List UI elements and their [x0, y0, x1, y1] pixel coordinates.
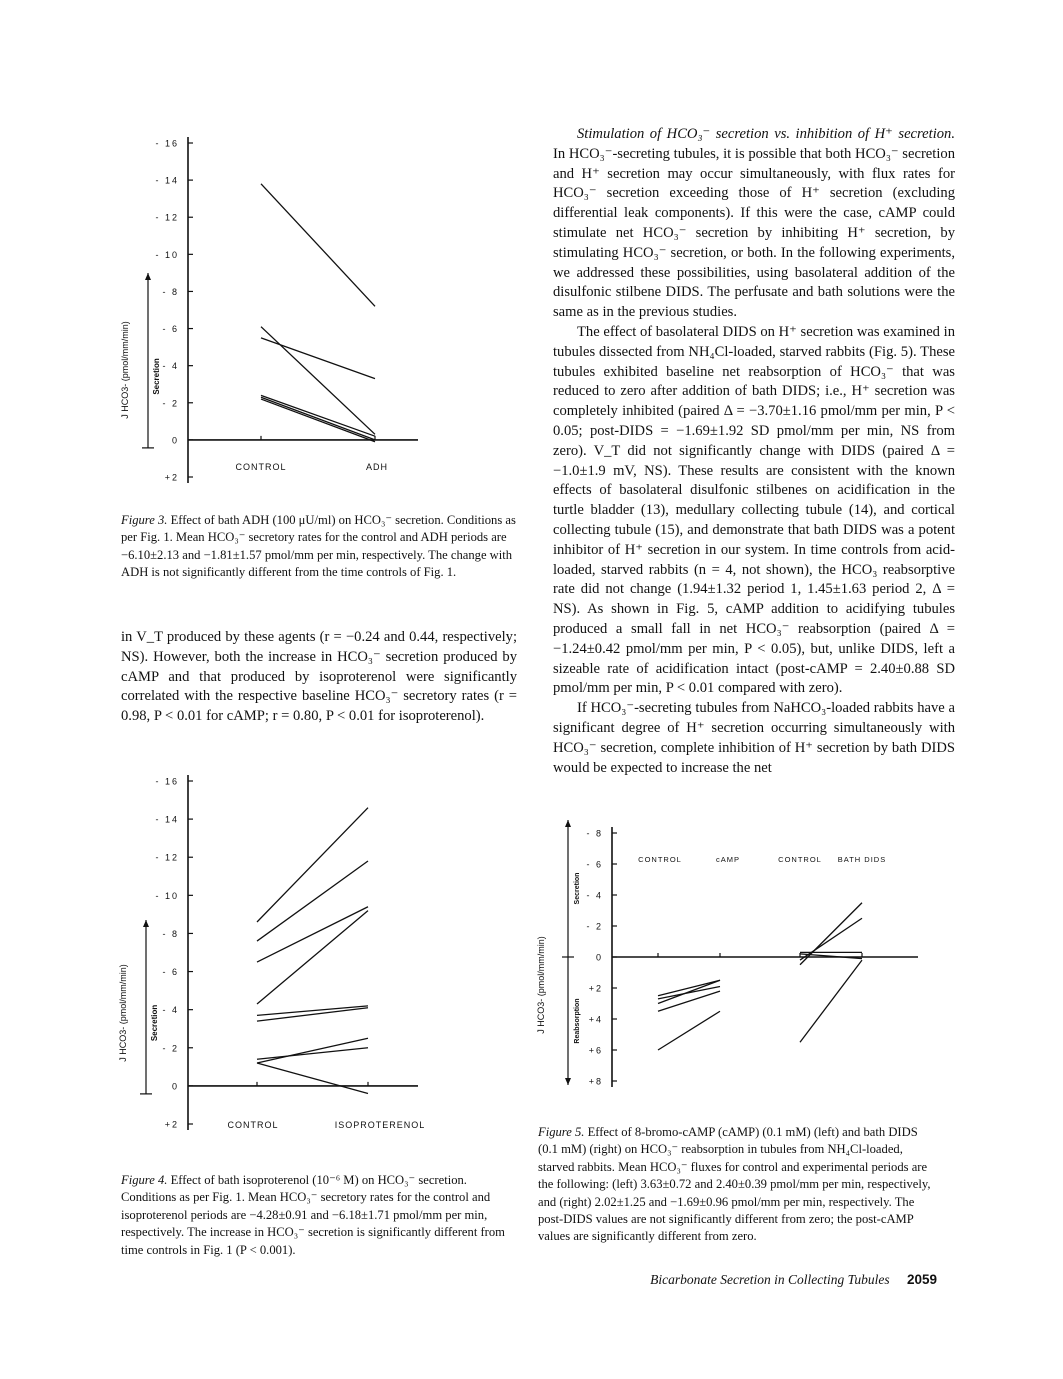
series-line — [257, 911, 368, 1004]
y-tick-label: +2 — [164, 1119, 179, 1130]
x-category-label: BATH DIDS — [837, 855, 887, 864]
y-tick-label: - 2 — [162, 398, 179, 409]
series-line — [257, 808, 368, 922]
y-tick-label: +8 — [588, 1076, 603, 1087]
figure-3-plot — [100, 125, 420, 505]
series-line — [800, 960, 862, 1042]
y-tick-label: - 10 — [155, 249, 179, 260]
figure-3-caption-lead: Figure 3. — [121, 513, 168, 527]
series-line — [257, 907, 368, 962]
figure-4-caption-lead: Figure 4. — [121, 1173, 168, 1187]
secretion-arrow-head — [145, 273, 151, 280]
y-axis-title: J HCO3- (pmol/mm/min) — [536, 936, 546, 1034]
figure-3-caption — [121, 512, 516, 582]
series-line — [658, 991, 720, 1011]
y-axis-title: J HCO3- (pmol/mm/min) — [118, 964, 128, 1062]
figure-3-chart — [100, 125, 420, 505]
figure-3-caption-text: Effect of bath ADH (100 μU/ml) on HCO₃⁻ secretion. Conditions as per Fig. 1. Mean HCO₃⁻ secretory rates for the control and ADH periods are −6.10±2.13 and −1.81±1.57 pmol/mm per min, respectively. The change with ADH is not significantly different from the time controls of Fig. 1. — [121, 513, 516, 580]
y-tick-label: - 14 — [155, 175, 179, 186]
left-column-paragraph — [121, 628, 517, 727]
figure-5-caption — [538, 1124, 938, 1246]
x-category-label: cAMP — [715, 855, 741, 864]
x-category-label: CONTROL — [778, 855, 822, 864]
y-tick-label: - 2 — [162, 1043, 179, 1054]
y-axis-title-group — [120, 321, 130, 419]
y-tick-label: +2 — [164, 472, 179, 483]
direction-label-group — [152, 358, 161, 395]
y-tick-label: - 16 — [155, 776, 179, 787]
y-tick-label: - 2 — [586, 921, 603, 932]
right-column-text — [553, 125, 955, 778]
x-category-label: CONTROL — [227, 1120, 279, 1130]
right-paragraph-1: In HCO₃⁻-secreting tubules, it is possible that both HCO₃⁻ secretion and H⁺ secretion may occur simultaneously, with flux rates for HCO₃⁻ secretion exceeding those of H⁺ secretion (excluding differential leak components). If this were the case, cAMP could stimulate net HCO₃⁻ secretion by inhibiting H⁺ secretion, by stimulating HCO₃⁻ secretion, or both. In the following experiments, we addressed these possibilities, using basolateral addition of the disulfonic stilbene DIDS. The perfusate and bath solutions were the same as in the previous studies. — [553, 145, 955, 321]
y-tick-label: 0 — [595, 952, 603, 963]
y-tick-label: - 6 — [162, 324, 179, 335]
secretion-arrow-head — [565, 820, 571, 827]
y-tick-label: +6 — [588, 1045, 603, 1056]
running-title: Bicarbonate Secretion in Collecting Tubules — [650, 1272, 890, 1287]
y-tick-label: 0 — [171, 435, 179, 446]
reabsorption-arrow-head — [565, 1078, 571, 1085]
right-paragraph-3: If HCO₃⁻-secreting tubules from NaHCO₃-loaded rabbits have a significant degree of H⁺ secretion occurring simultaneously with HCO₃⁻ secretion, complete inhibition of H⁺ secretion by bath DIDS would be expected to increase the net — [553, 700, 955, 776]
figure-5-caption-text: Effect of 8-bromo-cAMP (cAMP) (0.1 mM) (left) and bath DIDS (0.1 mM) (right) on HCO₃⁻ reabsorption in tubules from NH₄Cl-loaded, starved rabbits. Mean HCO₃⁻ fluxes for control and experimental periods are the following: (left) 3.63±0.72 and 2.40±0.39 pmol/mm per min, respectively, and (right) 2.02±1.25 and −1.69±0.96 pmol/mm per min, respectively. The post-DIDS values are not significantly different from zero; the post-cAMP values are significantly different from zero. — [538, 1125, 931, 1244]
y-tick-label: - 4 — [162, 1005, 179, 1016]
series-line — [658, 980, 720, 1003]
x-category-label: ADH — [365, 462, 389, 472]
direction-label: Reabsorption — [574, 998, 581, 1044]
series-line — [261, 184, 375, 306]
series-line — [261, 338, 375, 379]
y-axis-title: J HCO3- (pmol/mm/min) — [120, 321, 130, 419]
series-line — [658, 1011, 720, 1050]
series-line — [257, 861, 368, 941]
y-tick-label: - 4 — [586, 890, 603, 901]
y-tick-label: - 14 — [155, 814, 179, 825]
series-line — [257, 1048, 368, 1059]
direction-label: Secretion — [574, 872, 581, 905]
x-category-label: CONTROL — [638, 855, 682, 864]
y-tick-label: - 6 — [586, 859, 603, 870]
direction-label-group — [150, 1005, 159, 1042]
y-tick-label: - 4 — [162, 361, 179, 372]
left-paragraph-text: in V_T produced by these agents (r = −0.24 and 0.44, respectively; NS). However, both the increase in HCO₃⁻ secretion produced by cAMP and that produced by isoproterenol were significantly correlated with the respective baseline HCO₃⁻ secretory rates (r = 0.98, P < 0.01 for cAMP; r = 0.80, P < 0.01 for isoproterenol). — [121, 629, 517, 725]
right-paragraph-2: The effect of basolateral DIDS on H⁺ secretion was examined in tubules dissected from NH₄Cl-loaded, starved rabbits (Fig. 5). These tubules exhibited baseline net reabsorption of HCO₃⁻ that was reduced to zero after addition of bath DIDS; i.e., H⁺ secretion was completely inhibited (paired Δ = −3.70±1.16 pmol/mm per min, P < 0.05; post-DIDS = −1.69±1.92 SD pmol/mm per min, NS from zero). V_T did not significantly change with DIDS (paired Δ = −1.0±1.9 mV, NS). These results are consistent with the known effects of basolateral disulfonic stilbenes on acidification in the turtle bladder (13), medullary collecting tubule (14), and cortical collecting tubule (15), and demonstrate that bath DIDS was a potent inhibitor of H⁺ secretion in our system. In time controls from acid-loaded, starved rabbits (n = 4, not shown), the HCO₃ reabsorptive rate did not change (1.94±1.32 period 1, 1.45±1.63 period 2, Δ = NS). As shown in Fig. 5, cAMP addition to acidifying tubules produced a small fall in net HCO₃⁻ reabsorption (paired Δ = −1.24±0.42 pmol/mm per min, P < 0.05), but, unlike DIDS, left a sizeable rate of acidification intact (post-cAMP = 2.40±0.88 SD pmol/mm per min, P < 0.01 compared with zero). — [553, 323, 955, 697]
series-line — [261, 395, 375, 436]
figure-5-chart — [530, 815, 930, 1105]
y-tick-label: - 12 — [155, 212, 179, 223]
series-line — [800, 918, 862, 960]
direction-label: Secretion — [152, 358, 161, 395]
figure-4-caption-text: Effect of bath isoproterenol (10⁻⁶ M) on HCO₃⁻ secretion. Conditions as per Fig. 1. Mean HCO₃⁻ secretory rates for the control and isoproterenol periods are −4.28±0.91 and −6.18±1.71 pmol/mm per min, respectively. The increase in HCO₃⁻ secretion is significantly different from time controls in Fig. 1 (P < 0.001). — [121, 1173, 505, 1257]
page-number: 2059 — [906, 1272, 937, 1287]
series-line — [800, 903, 862, 965]
figure-4-plot — [100, 768, 430, 1138]
y-tick-label: +4 — [588, 1014, 603, 1025]
series-line — [261, 399, 375, 442]
y-axis-title-group — [536, 936, 546, 1034]
section-heading: Stimulation of HCO₃⁻ secretion vs. inhibition of H⁺ secretion. — [577, 126, 955, 142]
y-tick-label: - 8 — [162, 928, 179, 939]
y-tick-label: 0 — [171, 1081, 179, 1092]
figure-5-caption-lead: Figure 5. — [538, 1125, 585, 1139]
y-tick-label: - 12 — [155, 852, 179, 863]
figure-5-plot — [530, 815, 930, 1105]
y-axis-title-group — [118, 964, 128, 1062]
y-tick-label: - 6 — [162, 967, 179, 978]
y-tick-label: - 8 — [162, 286, 179, 297]
x-category-label: ISOPROTERENOL — [334, 1120, 426, 1130]
secretion-arrow-head — [143, 920, 149, 927]
y-tick-label: - 16 — [155, 138, 179, 149]
direction-label-group — [574, 998, 581, 1043]
series-line — [257, 1063, 368, 1093]
page-footer — [650, 1272, 937, 1288]
y-tick-label: - 8 — [586, 828, 603, 839]
figure-4-caption — [121, 1172, 516, 1259]
figure-4-chart — [100, 768, 430, 1138]
y-tick-label: - 10 — [155, 890, 179, 901]
direction-label-group — [574, 873, 581, 905]
series-line — [257, 1038, 368, 1063]
x-category-label: CONTROL — [235, 462, 287, 472]
y-tick-label: +2 — [588, 983, 603, 994]
direction-label: Secretion — [150, 1004, 159, 1042]
